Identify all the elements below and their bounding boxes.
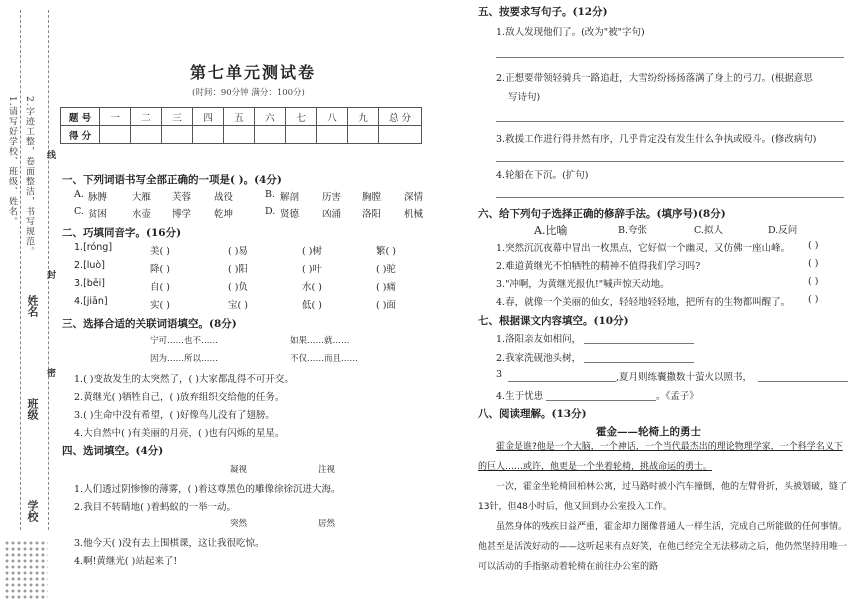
rhetoric-option: C.拟人 — [694, 225, 723, 236]
score-cell[interactable] — [224, 126, 255, 144]
section-7-title: 七、根据课文内容填空。(10分) — [478, 315, 629, 327]
score-header-cell: 总 分 — [379, 108, 422, 126]
homophone-blank[interactable]: ( )驼 — [376, 264, 396, 275]
score-cell[interactable] — [162, 126, 193, 144]
score-row-label: 得 分 — [61, 126, 100, 144]
rewrite-question: 3.救援工作进行得井然有序，几乎肯定没有发生什么争执或殴斗。(修改病句) — [496, 134, 817, 145]
page-title: 第七单元测试卷 — [190, 63, 317, 82]
score-cell[interactable] — [100, 126, 131, 144]
rhetoric-question: 2.难道黄继光不怕牺牲的精神不值得我们学习吗? — [496, 261, 701, 272]
homophone-blank[interactable]: ( )阳 — [228, 264, 248, 275]
poem-question: ,夏月则练囊撒数十萤火以照书， — [616, 372, 753, 383]
rewrite-question-cont: 写诗句) — [508, 92, 541, 103]
score-cell[interactable] — [131, 126, 162, 144]
conjunction-pair: 因为……所以…… — [150, 354, 219, 364]
answer-line[interactable] — [584, 343, 694, 344]
score-header-cell: 二 — [131, 108, 162, 126]
word-choice-question[interactable]: 2.我目不转睛地( )着蚂蚁的一举一动。 — [74, 502, 236, 513]
poem-question: 2.我家洗砚池头树， — [496, 353, 582, 364]
rewrite-question: 4.轮船在下沉。(扩句) — [496, 170, 589, 181]
word-choice: 居然 — [318, 519, 336, 529]
rhetoric-answer-blank[interactable]: ( ) — [808, 240, 819, 251]
score-cell[interactable] — [193, 126, 224, 144]
cut-line-label: 线 — [45, 150, 55, 159]
score-cell[interactable] — [255, 126, 286, 144]
option-b-word: 解剖 — [280, 192, 300, 203]
score-table — [60, 107, 422, 144]
homophone-blank[interactable]: 美( ) — [150, 246, 170, 257]
score-cell[interactable] — [286, 126, 317, 144]
conjunction-pair: 宁可……也不…… — [150, 336, 219, 346]
poem-question: 1.洛阳亲友如相问， — [496, 334, 582, 345]
score-header-cell: 题 号 — [61, 108, 100, 126]
word-choice: 突然 — [230, 519, 248, 529]
pinyin-label: 4.[jiān] — [74, 296, 108, 307]
seal-label: 封 — [45, 270, 55, 279]
option-c-word: 水壶 — [132, 209, 152, 220]
sealed-label: 密 — [45, 368, 55, 377]
score-header-cell: 五 — [224, 108, 255, 126]
option-c-word: 博学 — [172, 209, 192, 220]
answer-line[interactable] — [546, 400, 656, 401]
score-cell[interactable] — [348, 126, 379, 144]
rhetoric-question: 3."冲啊，为黄继光报仇!"喊声惊天动地。 — [496, 279, 670, 290]
answer-line[interactable] — [496, 161, 844, 162]
rhetoric-question: 1.突然沉沉夜幕中冒出一枚黑点，它好似一个幽灵，又仿佛一座山峰。 — [496, 243, 791, 254]
word-choice-question[interactable]: 3.他今天( )没有去上围棋课，这让我很吃惊。 — [74, 538, 265, 549]
rewrite-question: 1.敌人发现他们了。(改为"被"字句) — [496, 27, 645, 38]
binding-dashed-line-outer — [20, 10, 21, 530]
poem-source: 。《孟子》 — [656, 391, 699, 402]
score-header-cell: 六 — [255, 108, 286, 126]
homophone-blank[interactable]: 低( ) — [302, 300, 322, 311]
option-d-letter: D. — [265, 206, 276, 217]
answer-line[interactable] — [584, 362, 694, 363]
rhetoric-answer-blank[interactable]: ( ) — [808, 294, 819, 305]
option-a-word: 大雁 — [132, 192, 152, 203]
pinyin-label: 2.[luò] — [74, 260, 105, 271]
section-4-title: 四、选词填空。(4分) — [62, 445, 164, 457]
instruction-note-2: 2.字迹工整，卷面整洁，书写规范。 — [24, 96, 34, 257]
section-2-title: 二、巧填同音字。(16分) — [62, 227, 182, 239]
conjunction-pair: 不仅……而且…… — [290, 354, 359, 364]
option-c-letter: C. — [74, 206, 84, 217]
score-header-cell: 九 — [348, 108, 379, 126]
answer-line[interactable] — [496, 57, 844, 58]
option-b-letter: B. — [265, 189, 276, 200]
score-header-cell: 四 — [193, 108, 224, 126]
score-table-score-row — [61, 126, 422, 144]
score-header-cell: 八 — [317, 108, 348, 126]
answer-line[interactable] — [508, 381, 616, 382]
homophone-blank[interactable]: 宝( ) — [228, 300, 248, 311]
option-b-word: 深情 — [404, 192, 424, 203]
homophone-blank[interactable]: 水( ) — [302, 282, 322, 293]
homophone-blank[interactable]: ( )易 — [228, 246, 248, 257]
option-c-word: 乾坤 — [214, 209, 234, 220]
homophone-blank[interactable]: 实( ) — [150, 300, 170, 311]
answer-line[interactable] — [496, 197, 844, 198]
rhetoric-option: B.夸张 — [618, 225, 648, 236]
conjunction-question[interactable]: 4.大自然中( )有美丽的月亮，( )也有闪烁的星星。 — [74, 428, 285, 439]
answer-line[interactable] — [758, 381, 848, 382]
score-header-cell: 三 — [162, 108, 193, 126]
passage-paragraph-3: 虽然身体的残疾日益严重，霍金却力图像普通人一样生活，完成自己所能做的任何事情。他甚至是活泼好动的——这听起来有点好笑，在他已经完全无法移动之后，他仍然坚持用唯一可以活动的手指驱动着轮椅在前往办公室的路 — [478, 522, 848, 572]
option-d-word: 贤德 — [280, 209, 300, 220]
rhetoric-answer-blank[interactable]: ( ) — [808, 258, 819, 269]
section-5-title: 五、按要求写句子。(12分) — [478, 6, 608, 18]
rhetoric-option: A.比喻 — [534, 224, 568, 237]
pinyin-label: 3.[bēi] — [74, 278, 105, 289]
section-6-title: 六、给下列句子选择正确的修辞手法。(填序号)(8分) — [478, 208, 726, 220]
rewrite-question: 2.正想要带领轻骑兵一路追赶，大雪纷纷扬扬落满了身上的弓刀。(根据意思 — [496, 73, 813, 84]
answer-line[interactable] — [496, 121, 844, 122]
homophone-blank[interactable]: ( )树 — [302, 246, 322, 257]
homophone-blank[interactable]: ( )面 — [376, 300, 396, 311]
poem-question: 3 — [496, 369, 503, 380]
conjunction-question[interactable]: 3.( )生命中没有希望，( )好像鸟儿没有了翅膀。 — [74, 410, 275, 421]
poem-question: 4.生于忧患 — [496, 391, 544, 402]
homophone-blank[interactable]: ( )痛 — [376, 282, 396, 293]
word-choice-question[interactable]: 4.啊!黄继光( )站起来了! — [74, 556, 178, 567]
option-c-word: 贫困 — [88, 209, 108, 220]
homophone-blank[interactable]: ( )负 — [228, 282, 248, 293]
passage-paragraph-1-text: 霍金是谁?他是一个大脑，一个神话，一个当代最杰出的理论物理学家，一个科学名义下的巨人……或许，他更是一个坐着轮椅，挑战命运的勇士。 — [478, 442, 843, 472]
word-choice: 注视 — [318, 465, 336, 475]
option-a-letter: A. — [74, 189, 84, 200]
option-b-word: 胸膛 — [362, 192, 382, 203]
pinyin-label: 1.[róng] — [74, 242, 113, 253]
score-cell[interactable] — [317, 126, 348, 144]
option-d-word: 机械 — [404, 209, 424, 220]
conjunction-question[interactable]: 1.( )变故发生的太突然了，( )大家都乱得不可开交。 — [74, 374, 294, 385]
decorative-dot-pattern — [4, 540, 48, 600]
passage-title: 霍金——轮椅上的勇士 — [596, 426, 701, 438]
option-a-word: 芙蓉 — [172, 192, 192, 203]
passage-paragraph-1 — [478, 437, 850, 477]
score-table-header-row — [61, 108, 422, 126]
option-a-word: 脉膊 — [88, 192, 108, 203]
page-subtitle: (时间：90分钟 满分：100分) — [192, 88, 305, 98]
passage-paragraph-2: 一次，霍金坐轮椅回柏林公寓，过马路时被小汽车撞倒，他的左臂骨折，头被划破，缝了13针，但48小时后，他又回到办公室投入工作。 — [478, 482, 848, 512]
option-d-word: 洛阳 — [362, 209, 382, 220]
name-label: 姓名 — [26, 295, 39, 317]
school-label: 学校 — [26, 500, 39, 522]
binding-margin — [0, 0, 58, 609]
instruction-note-1: 1.请写好学校、班级、姓名。 — [7, 96, 17, 227]
homophone-blank[interactable]: 自( ) — [150, 282, 170, 293]
score-header-cell: 一 — [100, 108, 131, 126]
homophone-blank[interactable]: 繁( ) — [376, 246, 396, 257]
option-d-word: 凶涌 — [322, 209, 342, 220]
class-label: 班级 — [26, 398, 39, 420]
word-choice-question[interactable]: 1.人们透过阴惨惨的薄雾，( )着这尊黑色的雕像徐徐沉进大海。 — [74, 484, 341, 495]
rhetoric-answer-blank[interactable]: ( ) — [808, 276, 819, 287]
rhetoric-option: D.反问 — [768, 225, 798, 236]
score-cell[interactable] — [379, 126, 422, 144]
conjunction-pair: 如果……就…… — [290, 336, 350, 346]
rhetoric-question: 4.春，就像一个美丽的仙女，轻轻地轻轻地，把所有的生物都叫醒了。 — [496, 297, 791, 308]
word-choice: 凝视 — [230, 465, 248, 475]
section-1-title: 一、下列词语书写全部正确的一项是( )。(4分) — [62, 174, 282, 186]
homophone-blank[interactable]: ( )叶 — [302, 264, 322, 275]
score-header-cell: 七 — [286, 108, 317, 126]
homophone-blank[interactable]: 降( ) — [150, 264, 170, 275]
section-3-title: 三、选择合适的关联词语填空。(8分) — [62, 318, 237, 330]
section-8-title: 八、阅读理解。(13分) — [478, 408, 587, 420]
option-b-word: 历害 — [322, 192, 342, 203]
option-a-word: 战役 — [214, 192, 234, 203]
conjunction-question[interactable]: 2.黄继光( )牺牲自己，( )放弃组织交给他的任务。 — [74, 392, 285, 403]
